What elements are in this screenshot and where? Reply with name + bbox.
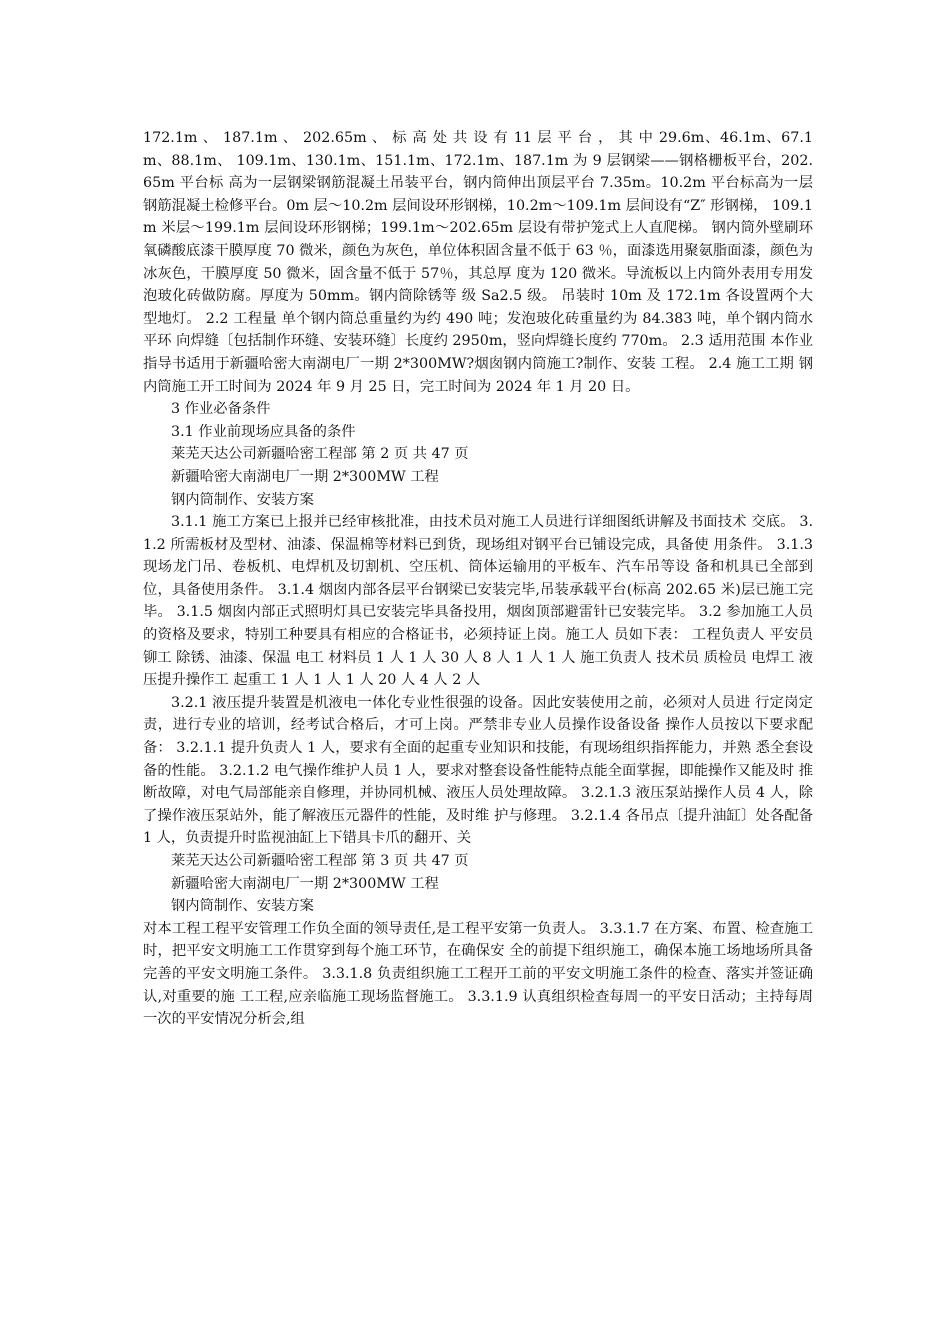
page-header-project: 新疆哈密大南湖电厂一期 2*300MW 工程 (171, 875, 439, 892)
paragraph-conditions: 3.1.1 施工方案已上报并已经审核批准，由技术员对施工人员进行详细图纸讲解及书面技术 交底。 3.1.2 所需板材及型材、油漆、保温棉等材料已到货，现场组对钢平台已铺设完成，具备使 用条件。 3.1.3 现场龙门吊、卷板机、电焊机及切割机、空压机、筒体运输用的平板车、汽车吊等设 备和机具已全部到位，具备使用条件。 3.1.4 烟囱内部各层平台钢梁已安装完毕,吊装承载平台(标高 202.65 米)层已施工完毕。 3.1.5 烟囱内部正式照明灯具已安装完毕具备投用，烟囱顶部避雷针已安装完毕。 3.2 参加施工人员的资格及要求，特别工种要具有相应的合格证书，必须持证上岗。施工人 员如下表： 工程负责人 平安员 铆工 除锈、油漆、保温 电工 材料员 1 人 1 人 30 人 8 人 1 人 1 人 施工负责人 技术员 质检员 电焊工 液压提升操作工 起重工 1 人 1 人 1 人 20 人 4 人 2 人 (143, 514, 813, 689)
page-header-project: 新疆哈密大南湖电厂一期 2*300MW 工程 (171, 468, 439, 485)
page-header-company: 莱芜天达公司新疆哈密工程部 第 2 页 共 47 页 (171, 446, 469, 463)
page-header-title: 钢内筒制作、安装方案 (171, 898, 314, 915)
section-heading-3: 3 作业必备条件 (171, 401, 271, 418)
paragraph-hydraulic-staffing: 3.2.1 液压提升装置是机液电一体化专业性很强的设备。因此安装使用之前，必须对人员进 行定岗定责，进行专业的培训，经考试合格后，才可上岗。严禁非专业人员操作设备设备 操作人员按以下要求配备： 3.2.1.1 提升负责人 1 人，要求有全面的起重专业知识和技能，有现场组织指挥能力，并熟 悉全套设备的性能。 3.2.1.2 电气操作维护人员 1 人，要求对整套设备性能特点能全面掌握，即能操作又能及时 推断故障，对电气局部能亲自修理，并协同机械、液压人员处理故障。 3.2.1.3 液压泵站操作人员 4 人，除了操作液压泵站外，能了解液压元器件的性能，及时维 护与修理。 3.2.1.4 各吊点〔提升油缸〕处各配备 1 人，负责提升时监视油缸上下错具卡爪的翻开、关 (143, 694, 813, 847)
paragraph-safety-responsibility: 对本工程工程平安管理工作负全面的领导责任,是工程平安第一负责人。 3.3.1.7 在方案、布置、检查施工时，把平安文明施工工作贯穿到每个施工环节，在确保安 全的前提下组织施工，确保本施工场地场所具备完善的平安文明施工条件。 3.3.1.8 负责组织施工工程开工前的平安文明施工条件的检查、落实并签证确认,对重要的施 工工程,应亲临施工现场监督施工。 3.3.1.9 认真组织检查每周一的平安日活动；主持每周一次的平安情况分析会,组 (143, 920, 813, 1028)
page-header-title: 钢内筒制作、安装方案 (171, 491, 314, 508)
page-header-company: 莱芜天达公司新疆哈密工程部 第 3 页 共 47 页 (171, 853, 469, 869)
paragraph-project-overview: 172.1m 、 187.1m 、 202.65m 、 标 高 处 共 设 有 11 层 平 台 ， 其 中 29.6m、46.1m、67.1m、88.1m、 109.1m、130.1m、151.1m、172.1m、187.1m 为 9 层钢梁——钢格栅板平台，202.65m 平台标 高为一层钢梁钢筋混凝土吊装平台，钢内筒伸出顶层平台 7.35m。10.2m 平台标高为一层 钢筋混凝土检修平台。0m 层～10.2m 层间设环形钢梯，10.2m～109.1m 层间设有“Z″ 形钢梯， 109.1m 米层～199.1m 层间设环形钢梯；199.1m～202.65m 层设有带护笼式上人直爬梯。 钢内筒外壁刷环氧磷酸底漆干膜厚度 70 微米，颜色为灰色，单位体积固含量不低于 63 ％，面漆选用聚氨脂面漆，颜色为冰灰色，干膜厚度 50 微米，固含量不低于 57％，其总厚 度为 120 微米。导流板以上内筒外表用专用发泡玻化砖做防腐。厚度为 50mm。钢内筒除锈等 级 Sa2.5 级。 吊装时 10m 及 172.1m 各设置两个大型地灯。 2.2 工程量 单个钢内筒总重量约为约 490 吨；发泡玻化砖重量约为 84.383 吨，单个钢内筒水平环 向焊缝〔包括制作环缝、安装环缝〕长度约 2950m，竖向焊缝长度约 770m。 2.3 适用范围 本作业指导书适用于新疆哈密大南湖电厂一期 2*300MW?烟囱钢内筒施工?制作、安装 工程。 2.4 施工工期 钢内筒施工开工时间为 2024 年 9 月 25 日，完工时间为 2024 年 1 月 20 日。 (143, 130, 813, 395)
section-heading-3-1: 3.1 作业前现场应具备的条件 (171, 423, 356, 440)
document-page (143, 127, 813, 1031)
